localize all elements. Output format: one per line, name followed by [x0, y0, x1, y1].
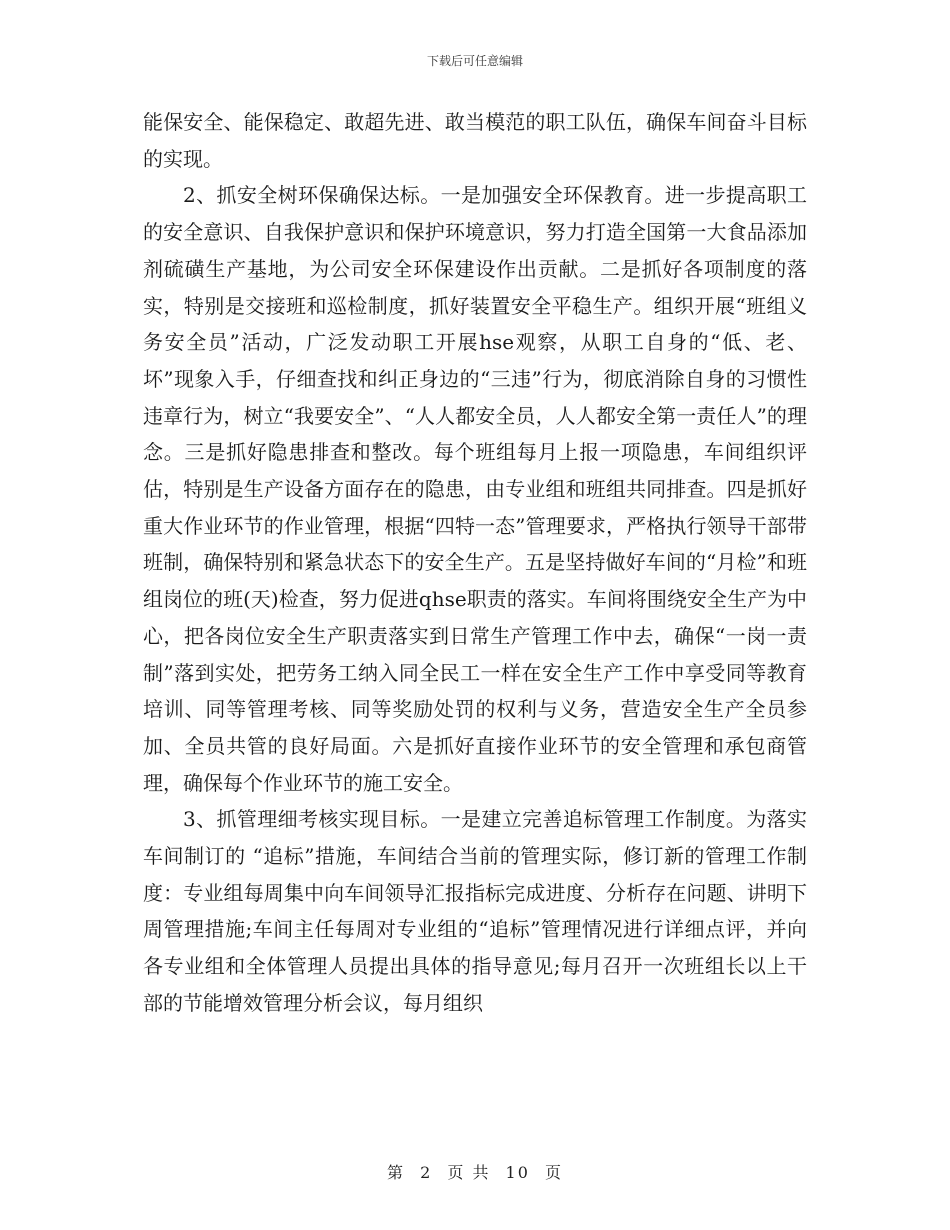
- footer-current-page: 2: [420, 1163, 433, 1182]
- paragraph-2: 2、抓安全树环保确保达标。一是加强安全环保教育。进一步提高职工的安全意识、自我保护意识和保护环境意识，努力打造全国第一大食品添加剂硫磺生产基地，为公司安全环保建设作出贡献。二是抓好各项制度的落实，特别是交接班和巡检制度，抓好装置安全平稳生产。组织开展“班组义务安全员”活动，广泛发动职工开展hse观察，从职工自身的“低、老、坏”现象入手，仔细查找和纠正身边的“三违”行为，彻底消除自身的习惯性违章行为，树立“我要安全”、“人人都安全员，人人都安全第一责任人”的理念。三是抓好隐患排查和整改。每个班组每月上报一项隐患，车间组织评估，特别是生产设备方面存在的隐患，由专业组和班组共同排查。四是抓好重大作业环节的作业管理，根据“四特一态”管理要求，严格执行领导干部带班制，确保特别和紧急状态下的安全生产。五是坚持做好车间的“月检”和班组岗位的班(天)检查，努力促进qhse职责的落实。车间将围绕安全生产为中心，把各岗位安全生产职责落实到日常生产管理工作中去，确保“一岗一责制”落到实处，把劳务工纳入同全民工一样在安全生产工作中享受同等教育培训、同等管理考核、同等奖励处罚的权利与义务，营造安全生产全员参加、全员共管的良好局面。六是抓好直接作业环节的安全管理和承包商管理，确保每个作业环节的施工安全。: [143, 183, 807, 795]
- footer-middle: 页 共: [447, 1163, 491, 1182]
- footer-suffix: 页: [545, 1163, 564, 1182]
- footer-total-pages: 10: [505, 1163, 530, 1182]
- page-footer: [0, 1160, 950, 1183]
- footer-prefix: 第: [386, 1163, 405, 1182]
- document-body: [143, 104, 807, 1022]
- paragraph-3: 3、抓管理细考核实现目标。一是建立完善追标管理工作制度。为落实车间制订的 “追标”措施，车间结合当前的管理实际，修订新的管理工作制度：专业组每周集中向车间领导汇报指标完成进度、分析存在问题、讲明下周管理措施;车间主任每周对专业组的“追标”管理情况进行详细点评，并向各专业组和全体管理人员提出具体的指导意见;每月召开一次班组长以上干部的节能增效管理分析会议，每月组织: [143, 807, 807, 1015]
- page-header-note: 下载后可任意编辑: [426, 54, 523, 68]
- paragraph-1: 能保安全、能保稳定、敢超先进、敢当模范的职工队伍，确保车间奋斗目标的实现。: [143, 110, 807, 171]
